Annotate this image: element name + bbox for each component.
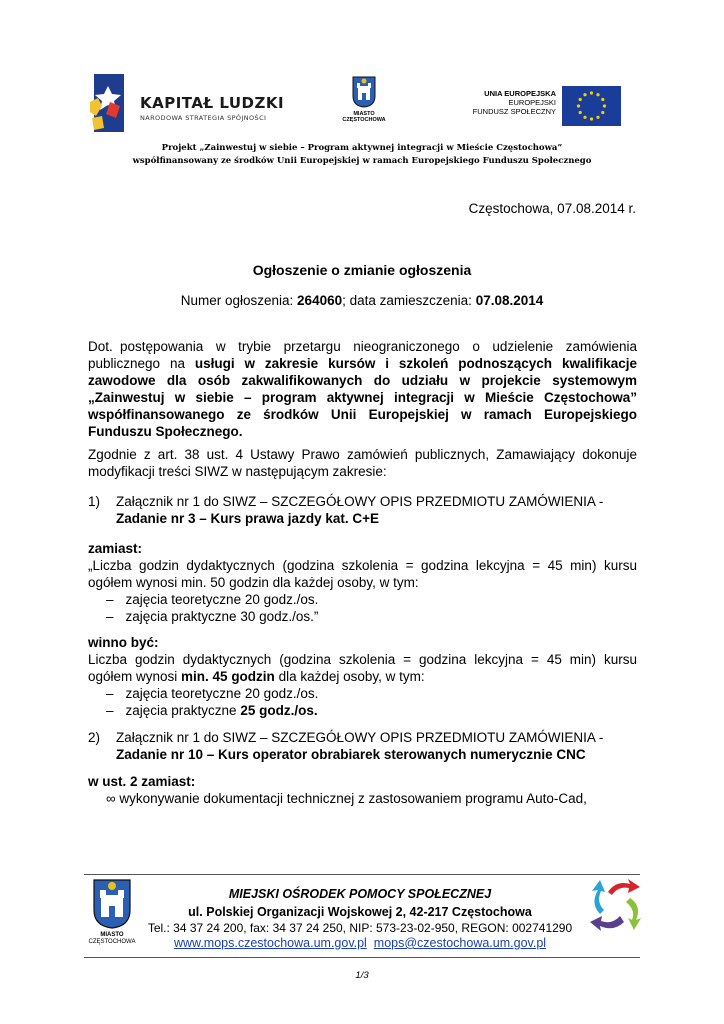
kapital-ludzki-logo (88, 72, 288, 138)
dot-label: Dot. (88, 339, 113, 354)
winno-text (88, 651, 637, 685)
dot-text-bold: usługi w zakresie kursów i szkoleń podnoszących kwalifikacje zawodowe dla osób zakwalifikowanych do udziału w projekcie systemowym „Zainwestuj w siebie – program aktywnej integracji w Mieście Częstochowa” współfinansowanego ze środków Unii Europejskiej w ramach Europejskiego Funduszu Społecznego. (88, 356, 637, 439)
project-line-2: współfinansowany ze środków Unii Europejskiej w ramach Europejskiego Funduszu Społecznego (132, 156, 592, 166)
city-coat-of-arms-icon (92, 878, 132, 930)
footer-contact: Tel.: 34 37 24 200, fax: 34 37 24 250, NIP: 573-23-02-950, REGON: 002741290 (147, 921, 573, 935)
number-value: 264060 (297, 293, 343, 308)
winno-bullet-2-bold: 25 godz./os. (240, 703, 318, 718)
footer-links (140, 936, 580, 951)
footer-top-divider (84, 874, 640, 875)
footer-website-link[interactable]: www.mops.czestochowa.um.gov.pl (173, 936, 367, 950)
winno-text-2: dla każdej osoby, w tym: (274, 669, 425, 684)
eu-flag-icon (562, 86, 621, 126)
zamiast-bullet-1-text: zajęcia teoretyczne 20 godz./os. (125, 592, 319, 607)
ue-fund-line-2: FUNDUSZ SPOŁECZNY (472, 107, 556, 116)
item-1-line-1: Załącznik nr 1 do SIWZ – SZCZEGÓŁOWY OPIS PRZEDMIOTU ZAMÓWIENIA - (116, 494, 604, 509)
item-1-line-2: Zadanie nr 3 – Kurs prawa jazdy kat. C+E (116, 511, 379, 526)
dash-icon: – (106, 703, 114, 718)
winno-bullet-1-text: zajęcia teoretyczne 20 godz./os. (125, 686, 319, 701)
date-value: 07.08.2014 (475, 293, 544, 308)
ue-fund-line-1: EUROPEJSKI (508, 98, 556, 107)
city-coat-of-arms-icon (352, 76, 376, 108)
page-number: 1/3 (355, 970, 369, 981)
footer-address: ul. Polskiej Organizacji Wojskowej 2, 42-217 Częstochowa (188, 905, 532, 919)
miasto-czestochowa-logo (342, 76, 386, 132)
winno-label: winno być: (88, 635, 159, 650)
document-title-text: Ogłoszenie o zmianie ogłoszenia (252, 262, 472, 278)
zamiast-bullet-2-text: zajęcia praktyczne 30 godz./os.” (125, 609, 319, 624)
ust2-label: w ust. 2 zamiast: (88, 774, 196, 789)
dot-text: postępowania w trybie przetargu nieograniczonego o udzielenie zamówienia publicznego na (88, 339, 637, 371)
footer-miasto-label: MIASTO (100, 932, 124, 938)
document-title (0, 262, 724, 279)
number-label: Numer ogłoszenia: (180, 293, 298, 308)
item-2-line-2: Zadanie nr 10 – Kurs operator obrabiarek sterowanych numerycznie CNC (116, 747, 586, 762)
footer-czestochowa-label: CZĘSTOCHOWA (88, 939, 136, 945)
kapital-ludzki-subtitle: NARODOWA STRATEGIA SPÓJNOŚCI (140, 114, 267, 122)
date-label: ; data zamieszczenia: (342, 293, 476, 308)
project-line-1: Projekt „Zainwestuj w siebie – Program aktywnej integracji w Mieście Częstochowa” (161, 143, 563, 153)
ust2-item (106, 790, 587, 807)
dash-icon: – (106, 686, 114, 701)
footer-email-link[interactable]: mops@czestochowa.um.gov.pl (373, 936, 547, 950)
document-date: Częstochowa, 07.08.2014 r. (468, 201, 636, 216)
kapital-ludzki-title: KAPITAŁ LUDZKI (140, 94, 285, 112)
footer-bottom-divider (84, 957, 640, 958)
intro-paragraph: Zgodnie z art. 38 ust. 4 Ustawy Prawo zamówień publicznych, Zamawiający dokonuje modyfikacji treści SIWZ w następującym zakresie: (88, 447, 637, 479)
mops-arrows-logo-icon (586, 876, 646, 936)
dash-icon: – (106, 609, 114, 624)
zamiast-label: zamiast: (88, 541, 143, 556)
announcement-number (0, 292, 724, 309)
winno-text-bold: min. 45 godzin (181, 669, 275, 684)
item-2-line-1: Załącznik nr 1 do SIWZ – SZCZEGÓŁOWY OPIS PRZEDMIOTU ZAMÓWIENIA - (116, 730, 604, 745)
footer-org-name: MIEJSKI OŚRODEK POMOCY SPOŁECZNEJ (228, 887, 492, 901)
dot-paragraph (88, 338, 637, 440)
zamiast-bullet-2 (106, 608, 318, 625)
winno-text-1: Liczba godzin dydaktycznych (godzina szkolenia = godzina lekcyjna = 45 min) kursu ogółem wynosi (88, 652, 637, 684)
item-1-number: 1) (88, 494, 101, 509)
zamiast-bullet-1 (106, 591, 318, 608)
infinity-bullet-icon: ∞ (106, 791, 116, 806)
miasto-label: MIASTO (353, 111, 375, 117)
ue-title: UNIA EUROPEJSKA (484, 89, 556, 98)
item-2-number: 2) (88, 730, 101, 745)
ust2-text: wykonywanie dokumentacji technicznej z zastosowaniem programu Auto-Cad, (119, 791, 587, 806)
czestochowa-label: CZĘSTOCHOWA (342, 117, 386, 123)
winno-bullet-2-text: zajęcia praktyczne (125, 703, 241, 718)
kapital-ludzki-emblem-icon (88, 72, 128, 136)
eu-logo-text (460, 89, 556, 125)
winno-bullet-2 (106, 702, 318, 719)
zamiast-text: „Liczba godzin dydaktycznych (godzina szkolenia = godzina lekcyjna = 45 min) kursu ogółem wynosi min. 50 godzin dla każdej osoby, w tym: (88, 558, 637, 590)
winno-bullet-1 (106, 685, 318, 702)
dash-icon: – (106, 592, 114, 607)
